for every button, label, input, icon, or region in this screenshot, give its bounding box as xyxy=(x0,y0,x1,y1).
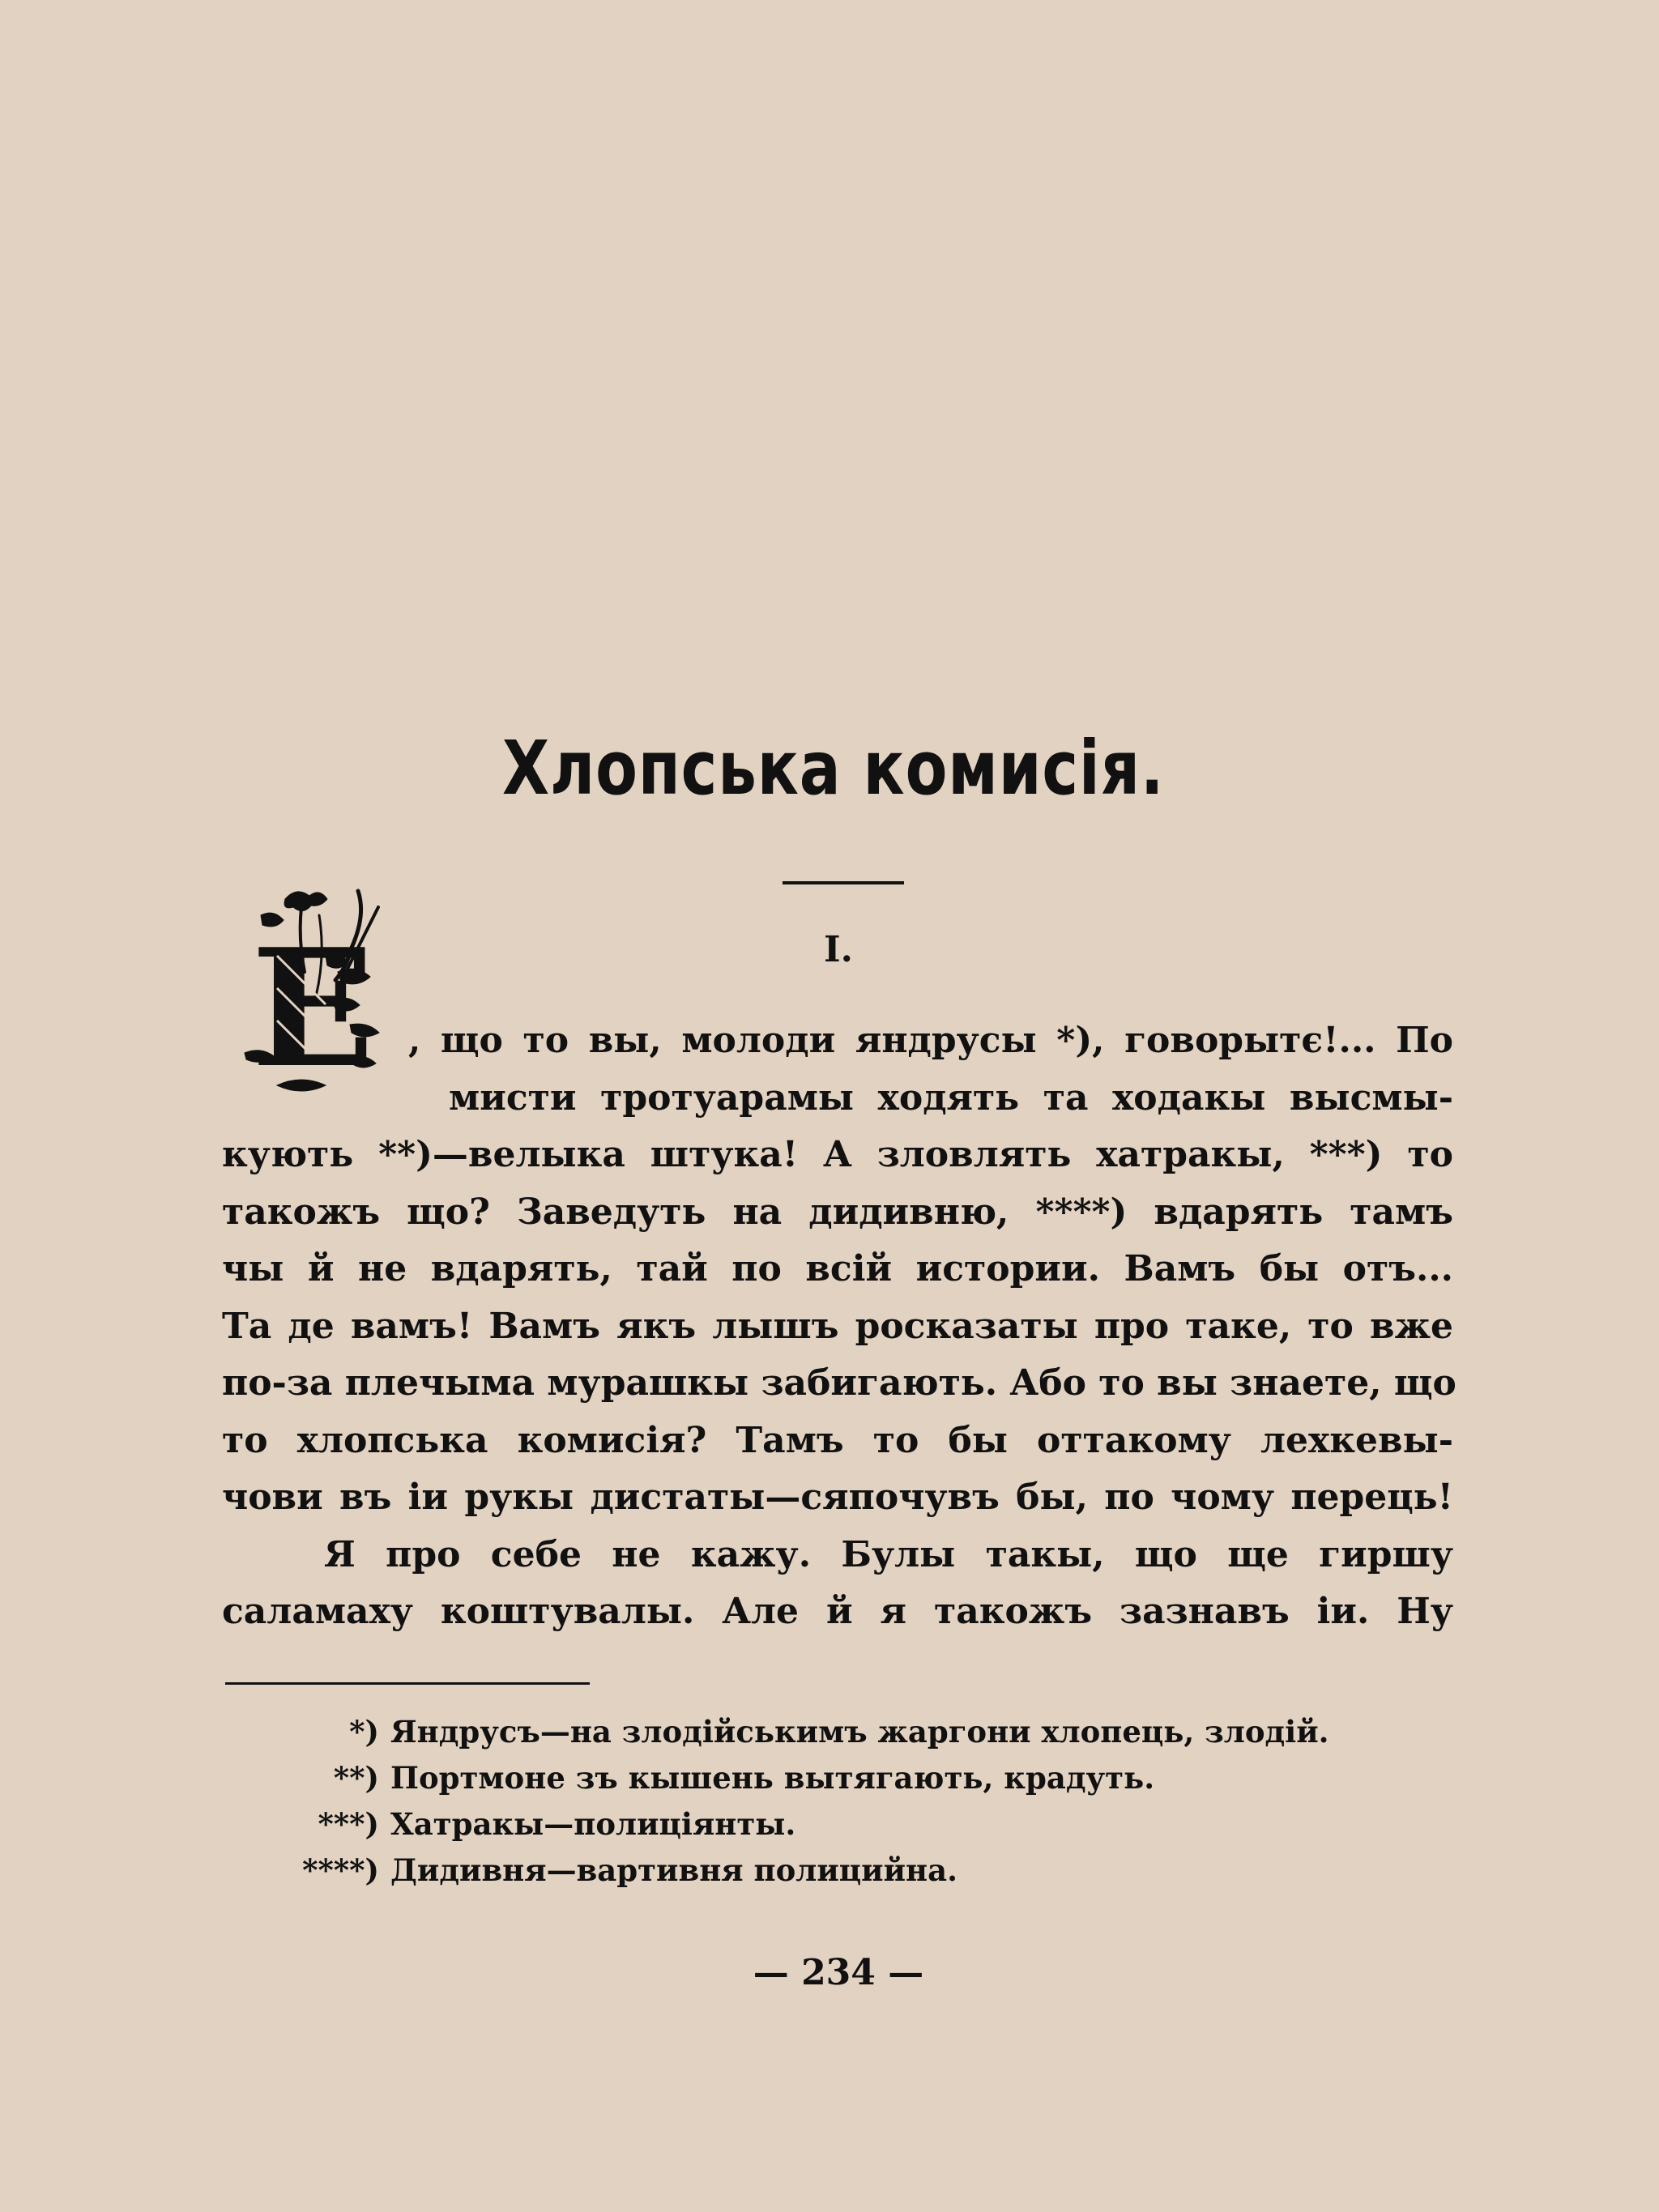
footnote-text: Дидивня—вартивня полицийна. xyxy=(390,1852,957,1888)
text-line-7: по-за плечыма мурашкы забигають. Або то вы знаете, що xyxy=(222,1362,1456,1404)
text-line-2: мисти тротуарамы ходять та ходакы высмы- xyxy=(449,1076,1453,1119)
text-line-4: такожъ що? Заведуть на дидивню, ****) вдарять тамъ xyxy=(222,1191,1453,1233)
footnote xyxy=(243,1755,1458,1801)
text-line-5: чы й не вдарять, тай по всій истории. Вамъ бы отъ... xyxy=(222,1248,1453,1289)
svg-text:Е: Е xyxy=(251,914,375,1102)
chapter-title: Хлопська комисія. xyxy=(502,725,1165,812)
text-line-9: чови въ іи рукы дистаты—сяпочувъ бы, по чому перець! xyxy=(222,1477,1453,1518)
page-number: — 234 — xyxy=(753,1952,924,1993)
footnote-text: Яндрусъ—на злодійськимъ жаргони хлопець, злодій. xyxy=(390,1714,1329,1750)
text-line-6: Та де вамъ! Вамъ якъ лышъ росказаты про таке, то вже xyxy=(222,1305,1453,1347)
body-text xyxy=(222,1012,1456,1641)
footnote-mark: *) xyxy=(349,1714,379,1750)
text-line-3: кують **)—велыка штука! А зловлять хатракы, ***) то xyxy=(222,1134,1453,1175)
text-line-8: то хлопська комисія? Тамъ то бы оттакому лехкевы- xyxy=(222,1419,1453,1461)
text-line-10: Я про себе не кажу. Булы такы, що ще гиршу xyxy=(324,1533,1453,1575)
footnote xyxy=(243,1801,1458,1848)
title-divider xyxy=(783,881,904,884)
footnote-mark: **) xyxy=(333,1760,379,1796)
text-line-11: саламаху коштувалы. Але й я такожъ зазнавъ іи. Ну xyxy=(222,1591,1453,1632)
footnote-divider xyxy=(225,1682,590,1685)
footnote-mark: ****) xyxy=(302,1852,379,1888)
section-number: I. xyxy=(824,929,853,970)
footnote-mark: ***) xyxy=(318,1806,379,1842)
footnote xyxy=(243,1709,1458,1755)
footnotes xyxy=(243,1709,1458,1894)
footnote-text: Портмоне зъ кышень вытягають, крадуть. xyxy=(390,1760,1155,1796)
text-line-1: , що то вы, молоди яндрусы *), говорытє!... По xyxy=(408,1020,1453,1061)
footnote-text: Хатракы—полиціянты. xyxy=(390,1806,796,1842)
footnote xyxy=(243,1848,1458,1894)
